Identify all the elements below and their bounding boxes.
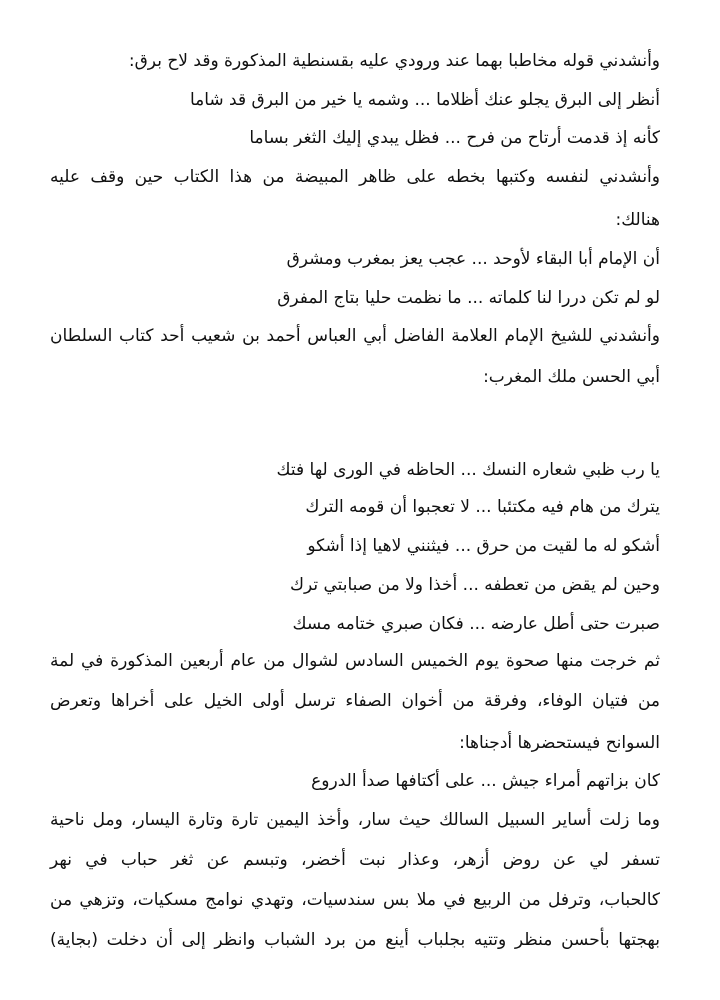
text-line: ثم خرجت منها صحوة يوم الخميس السادس لشوال من عام أربعين المذكورة في لمة [50, 651, 660, 671]
poem-verse: أشكو له ما لقيت من حرق ... فيثنني لاهيا إذا أشكو [307, 536, 660, 556]
text-line: وأنشدني للشيخ الإمام العلامة الفاضل أبي العباس أحمد بن شعيب أحد كتاب السلطان [50, 326, 660, 346]
text-line: وأنشدني لنفسه وكتبها بخطه على ظاهر المبيضة من هذا الكتاب حين وقف عليه [50, 167, 660, 187]
poem-verse: يترك من هام فيه مكتئبا ... لا تعجبوا أن قومه الترك [305, 497, 660, 517]
text-line: السوانح فيستحضرها أدجناها: [459, 733, 660, 753]
text-line: هنالك: [615, 210, 660, 230]
text-line: وما زلت أساير السبيل السالك حيث سار، وأخذ اليمين تارة وتارة اليسار، ومل ناحية [50, 810, 660, 830]
text-line: تسفر لي عن روض أزهر، وعذار نبت أخضر، وتبسم عن ثغر حباب في نهر [50, 850, 660, 870]
poem-verse: صبرت حتى أطل عارضه ... فكان صبري ختامه مسك [292, 614, 660, 634]
poem-verse: أنظر إلى البرق يجلو عنك أظلاما ... وشمه يا خير من البرق قد شاما [189, 90, 660, 110]
poem-verse: يا رب ظبي شعاره النسك ... الحاظه في الورى لها فتك [276, 460, 660, 480]
text-line: كالحباب، وترفل من الربيع في ملا بس سندسيات، وتهدي نوامج مسكيات، وتزهي من [50, 890, 660, 910]
poem-verse: كأنه إذ قدمت أرتاح من فرح ... فظل يبدي إليك الثغر بساما [249, 128, 660, 148]
text-line: وأنشدني قوله مخاطبا بهما عند ورودي عليه بقسنطية المذكورة وقد لاح برق: [128, 51, 660, 71]
poem-verse: لو لم تكن دررا لنا كلماته ... ما نظمت حليا بتاج المفرق [277, 288, 660, 308]
text-line: بهجتها بأحسن منظر وتتيه بجلباب أينع من برد الشباب وانظر إلى أن دخلت (بجاية) [50, 930, 660, 950]
text-line: من فتيان الوفاء، وفرقة من أخوان الصفاء ترسل أولى الخيل على أخراها وتعرض [50, 691, 660, 711]
poem-verse: أن الإمام أبا البقاء لأوحد ... عجب يعز بمغرب ومشرق [286, 249, 660, 269]
poem-verse: كان بزاتهم أمراء جيش ... على أكتافها صدأ الدروع [311, 771, 660, 791]
poem-verse: وحين لم يقض من تعطفه ... أخذا ولا من صبابتي ترك [289, 575, 660, 595]
text-line: أبي الحسن ملك المغرب: [483, 367, 660, 387]
